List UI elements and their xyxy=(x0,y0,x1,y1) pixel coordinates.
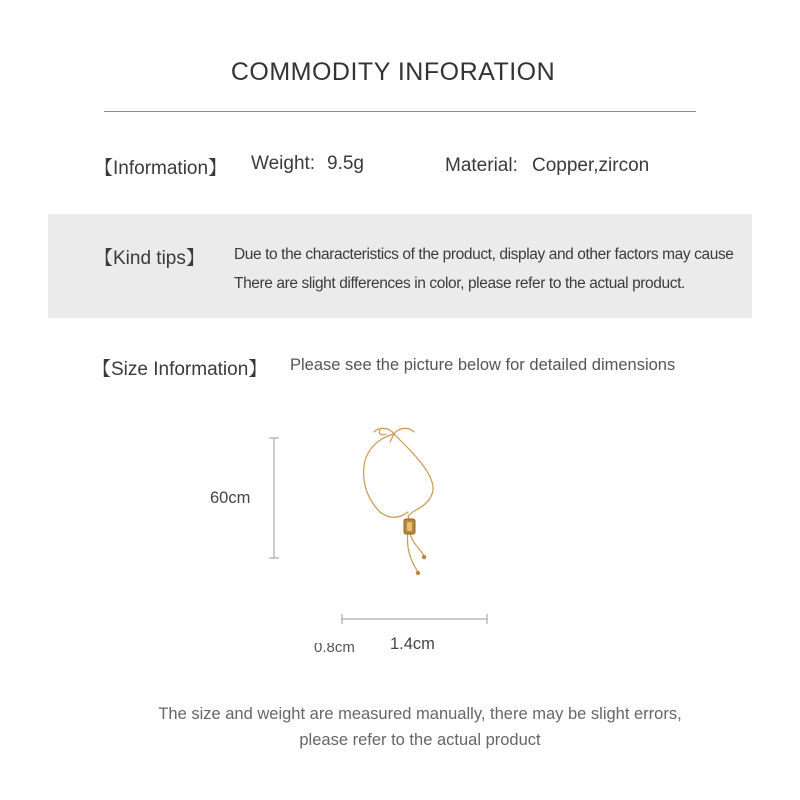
kind-tips-line-1: Due to the characteristics of the product, display and other factors may cause xyxy=(234,246,734,263)
title-divider xyxy=(104,111,696,112)
material-value: Copper,zircon xyxy=(532,155,650,176)
height-dimension-line xyxy=(266,434,282,562)
page-title: COMMODITY INFORATION xyxy=(230,58,556,86)
kind-tips-line-2: There are slight differences in color, please refer to the actual product. xyxy=(234,275,685,292)
size-information-note: Please see the picture below for detailed dimensions xyxy=(290,356,676,374)
kind-tips-label: 【Kind tips】 xyxy=(94,248,205,269)
weight-label: Weight: xyxy=(251,153,316,174)
partial-dimension-label: 0.8cm xyxy=(314,643,355,655)
size-information-label: 【Size Information】 xyxy=(92,359,268,380)
weight-value: 9.5g xyxy=(327,153,364,174)
footer-note-line-1: The size and weight are measured manually, there may be slight errors, xyxy=(158,705,682,723)
footer-note-line-2: please refer to the actual product xyxy=(299,731,541,749)
information-label: 【Information】 xyxy=(94,158,228,179)
width-dimension-line xyxy=(338,612,492,626)
material-label: Material: xyxy=(445,155,518,176)
height-dimension-label: 60cm xyxy=(210,489,251,507)
necklace-image xyxy=(350,420,450,585)
width-dimension-label: 1.4cm xyxy=(390,635,435,653)
